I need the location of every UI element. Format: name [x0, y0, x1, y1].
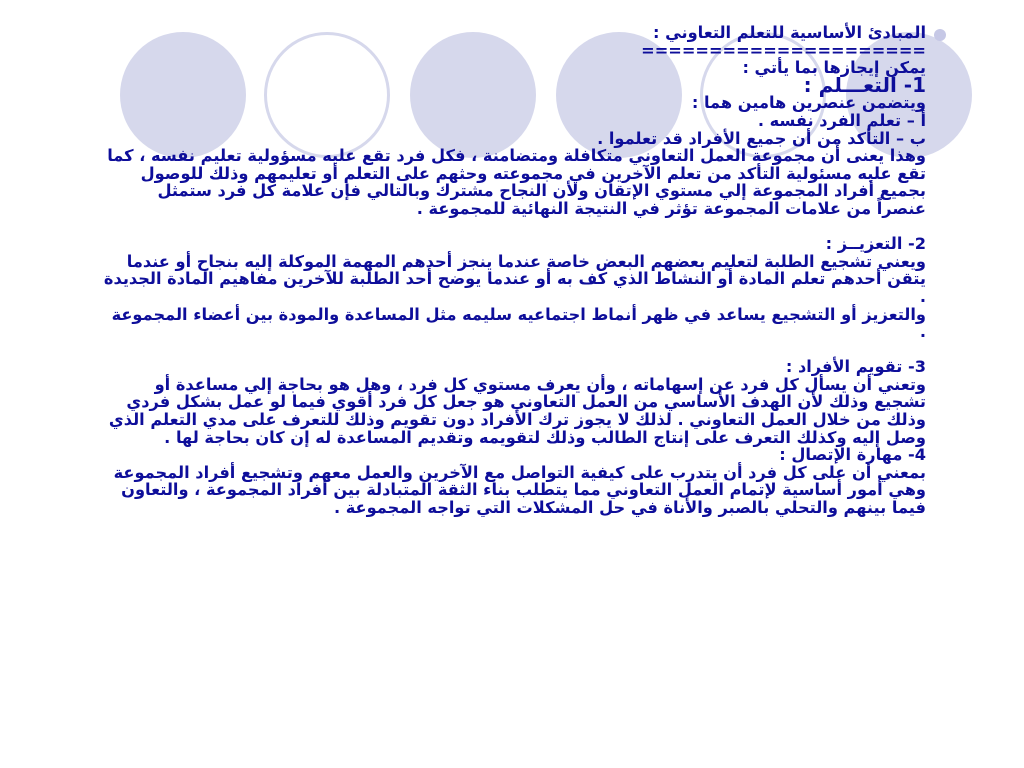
section-3-paragraph-line: وذلك من خلال العمل التعاوني . لذلك لا يجوز ترك الأفراد دون تقويم وذلك للتعرف على مدي التعلم الذي — [108, 410, 926, 430]
title-rule: ===================== — [641, 40, 926, 60]
section-4-paragraph-line: فيما بينهم والتحلي بالصبر والأناة في حل المشكلات التي تواجه المجموعة . — [333, 498, 926, 518]
bullet-icon — [934, 29, 946, 41]
section-1-heading: 1- التعـــلم : — [803, 72, 926, 97]
section-2-paragraph-line: يتقن أحدهم تعلم المادة أو النشاط الذي كف به أو عندما يوضح أحد الطلبة للآخرين مفاهيم المادة الجديدة — [103, 269, 926, 289]
slide-content — [58, 24, 986, 517]
section-4-heading: 4- مهارة الإتصال : — [779, 445, 926, 465]
section-3-heading: 3- تقويم الأفراد : — [785, 357, 926, 377]
section-1-item-a: أ – تعلم الفرد نفسه . — [757, 110, 926, 130]
bullet-item — [58, 24, 986, 517]
section-4-paragraph-line: بمعني أن على كل فرد أن يتدرب على كيفية التواصل مع الآخرين والعمل معهم وتشجيع أفراد المجموعة — [113, 462, 926, 482]
section-1-paragraph-line: بجميع أفراد المجموعة إلي مستوي الإتقان ولأن النجاح مشترك وبالتالي فإن علامة كل فرد ستمثل — [157, 181, 926, 201]
section-1-paragraph-line: تقع عليه مسئولية التأكد من تعلم الآخرين في مجموعته وحثهم على التعلم أو تعليمهم وذلك للوصول — [140, 163, 926, 183]
section-3-paragraph-line: تشجيع وذلك لأن الهدف الأساسي من العمل التعاوني هو جعل كل فرد أقوي فيما لو عمل بشكل فردي — [126, 392, 926, 412]
spacer — [58, 341, 926, 359]
section-2-paragraph-line: والتعزيز أو التشجيع يساعد في ظهر أنماط اجتماعيه سليمه مثل المساعدة والمودة بين أعضاء المجموعة — [111, 304, 926, 324]
section-3-paragraph-line: وصل إليه وكذلك التعرف على إنتاج الطالب وذلك لتقويمه وتقديم المساعدة له إن كان بحاجة لها . — [164, 427, 926, 447]
section-2-paragraph-line: . — [919, 322, 926, 342]
section-1-paragraph-line: عنصراً من علامات المجموعة تؤثر في النتيجة النهائية للمجموعة . — [416, 198, 926, 218]
section-1-item-b: ب – التأكد من أن جميع الأفراد قد تعلموا . — [597, 128, 926, 148]
section-2-heading: 2- التعزيــز : — [825, 234, 926, 254]
section-2-paragraph-line: . — [919, 286, 926, 306]
section-3-paragraph-line: وتعني أن يسأل كل فرد عن إسهاماته ، وأن يعرف مستوي كل فرد ، وهل هو بحاجة إلي مساعدة أو — [154, 374, 926, 394]
spacer — [58, 218, 926, 236]
section-1-paragraph-line: وهذا يعنى أن مجموعة العمل التعاوني متكافلة ومتضامنة ، فكل فرد تقع عليه مسؤولية تعليم نفسه ، كما — [107, 146, 926, 166]
section-1-subtitle: ويتضمن عنصرين هامين هما : — [691, 93, 926, 113]
section-2-paragraph-line: ويعني تشجيع الطلبة لتعليم بعضهم البعض خاصة عندما ينجز أحدهم المهمة الموكلة إليه بنجاح أو عندما — [126, 251, 926, 271]
intro-line: يمكن إيجازها بما يأتي : — [742, 58, 926, 78]
section-4-paragraph-line: وهي أمور أساسية لإتمام العمل التعاوني مما يتطلب بناء الثقة المتبادلة بين أفراد المجموعة ، والتعاون — [121, 480, 926, 500]
slide-title: المبادئ الأساسية للتعلم التعاوني : — [653, 23, 926, 42]
